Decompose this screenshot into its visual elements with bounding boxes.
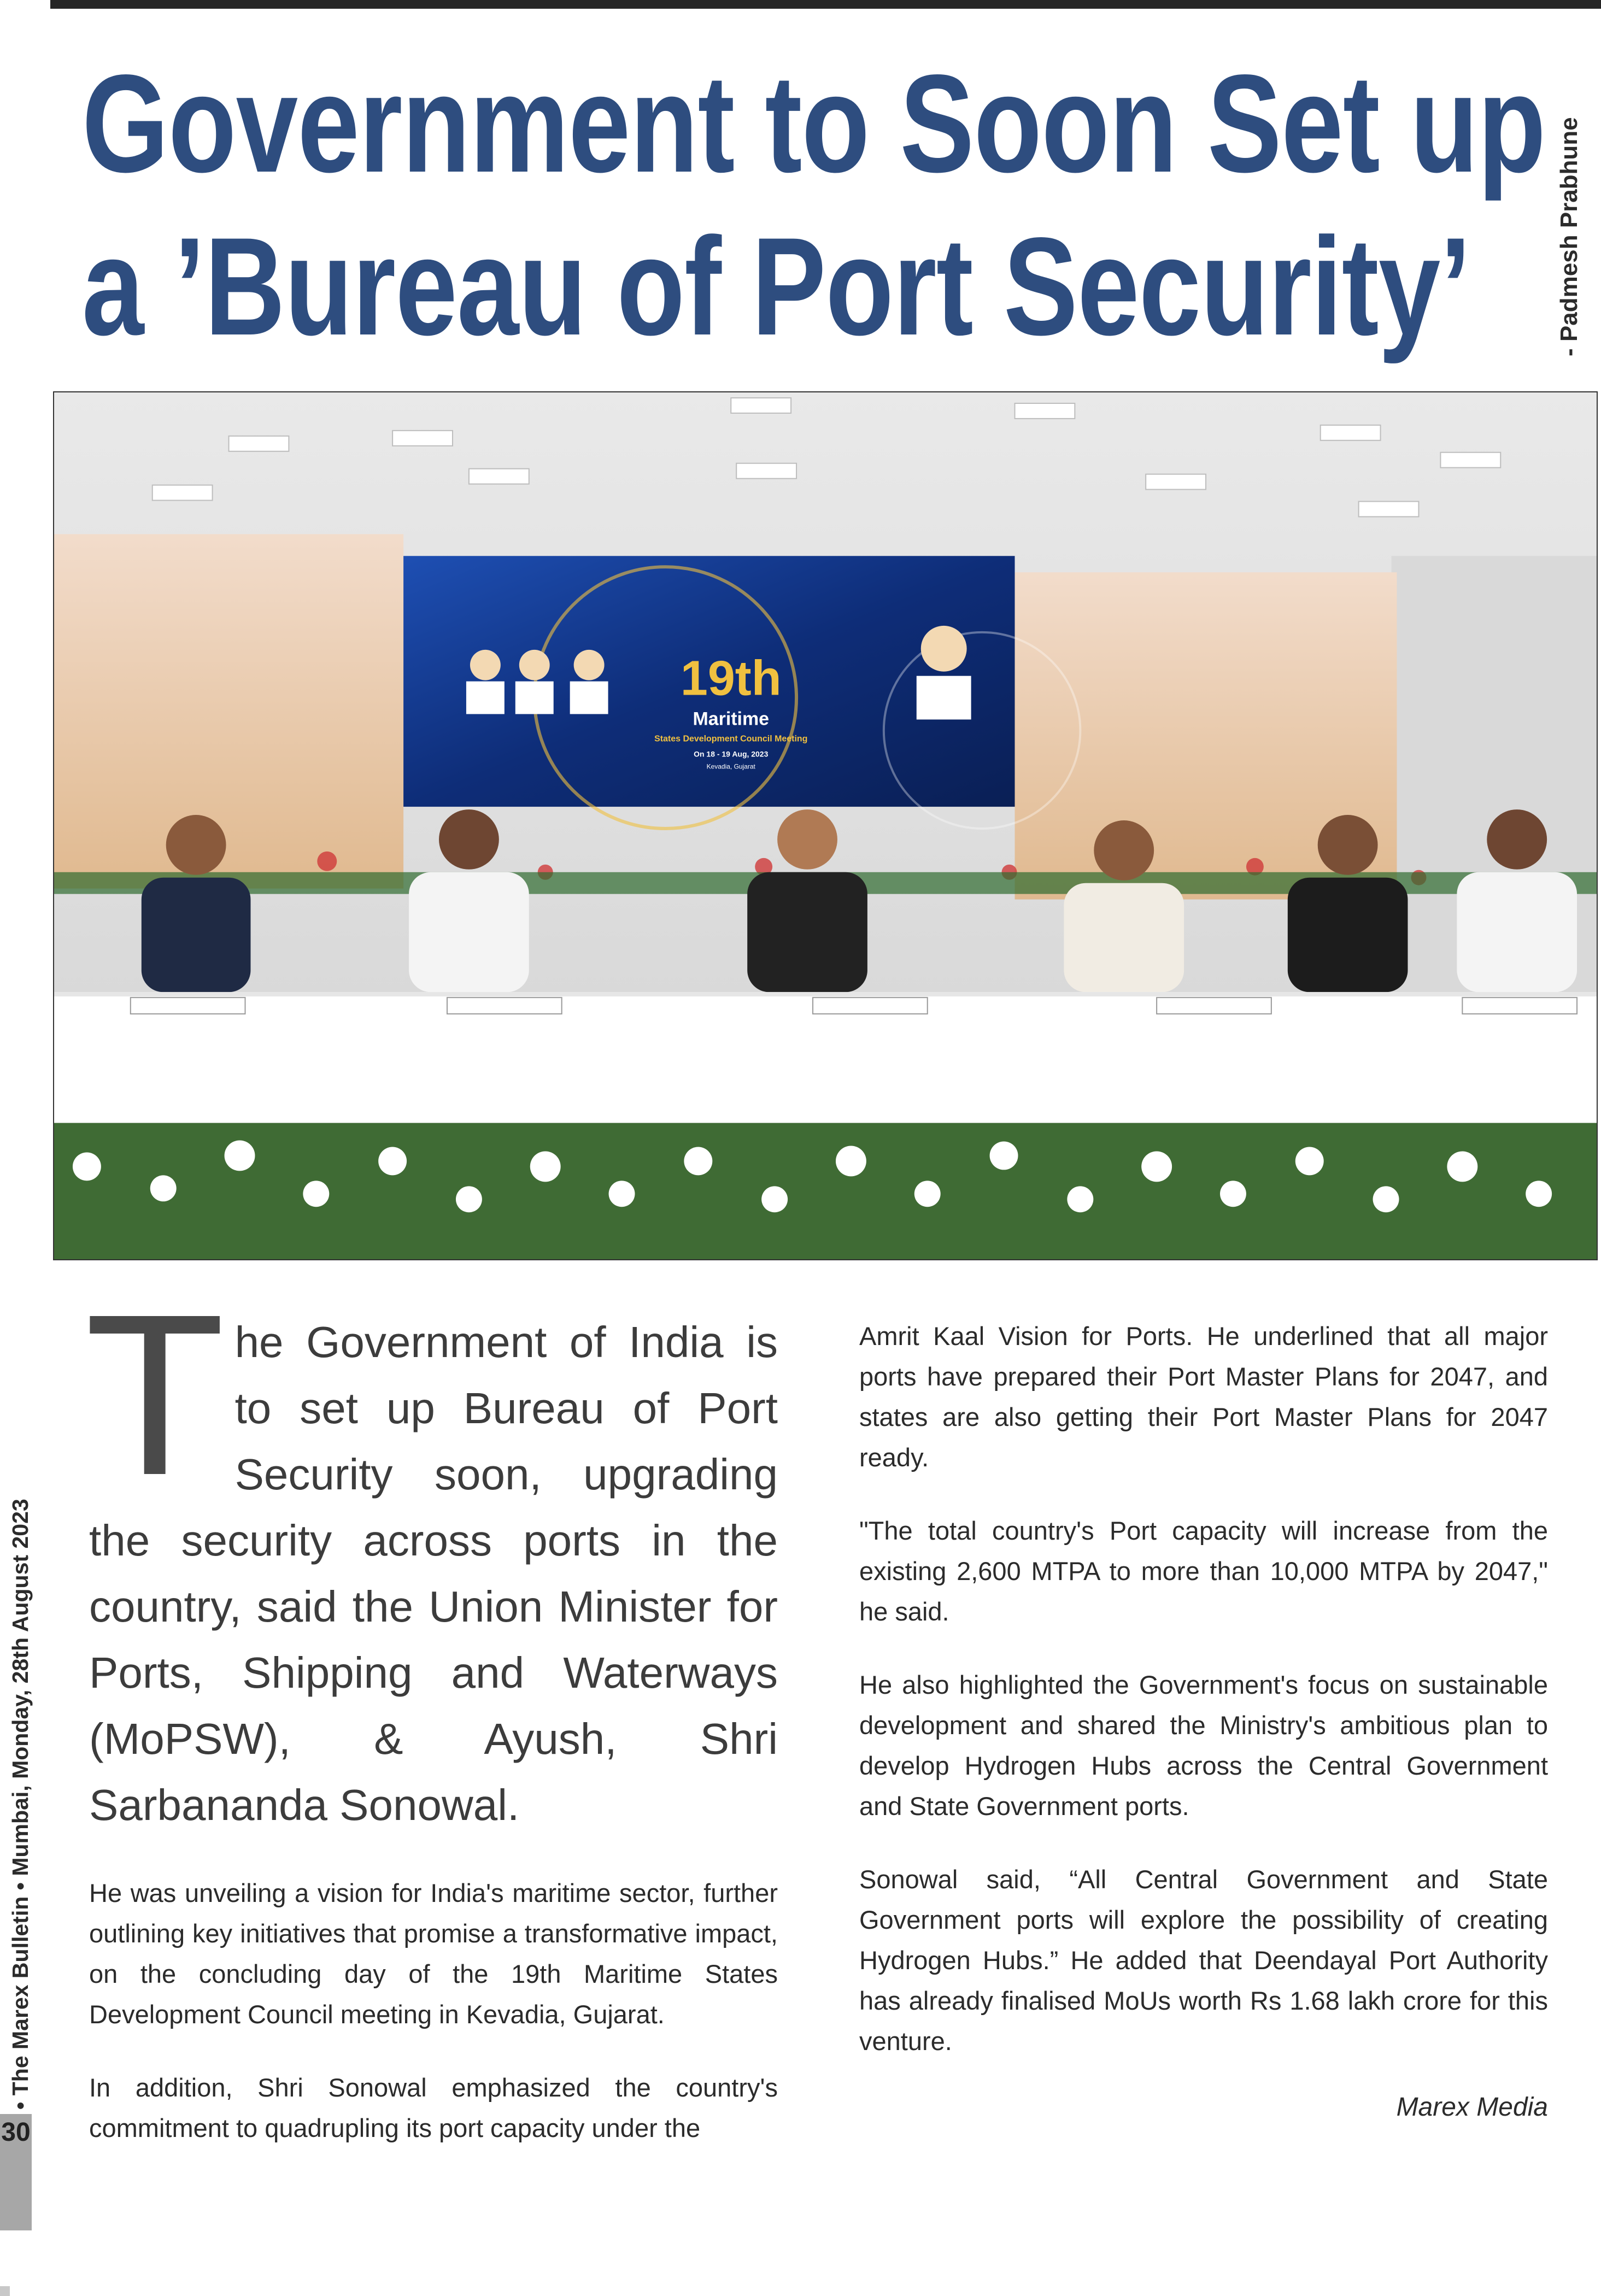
paragraph: In addition, Shri Sonowal emphasized the country's commitment to quadrupling its port capacity under the bbox=[89, 2073, 778, 2142]
screen-subtitle: Maritime bbox=[693, 708, 770, 730]
paragraph: Sonowal said, “All Central Government and State Government ports will explore the possibility of creating Hydrogen Hubs.” He added that Deendayal Port Authority has already finalised MoUs worth Rs 1.68 lakh crore for this venture. bbox=[859, 1865, 1548, 2056]
headline-line-1: Government to Soon Set up bbox=[82, 46, 1546, 202]
article-left-column bbox=[85, 1267, 778, 2181]
article-lead bbox=[85, 1267, 778, 1838]
screen-dates: On 18 - 19 Aug, 2023 bbox=[694, 749, 769, 759]
headline bbox=[82, 43, 1546, 368]
event-photo bbox=[53, 391, 1598, 1260]
article-credit: Marex Media bbox=[1396, 2093, 1548, 2122]
top-rule bbox=[50, 0, 1601, 9]
paragraph: He was unveiling a vision for India's maritime sector, further outlining key initiatives that promise a transformative impact, on the concluding day of the 19th Maritime States Development Council meeting in Kevadia, Gujarat. bbox=[89, 1878, 778, 2029]
screen-caption: States Development Council Meeting bbox=[654, 734, 808, 744]
headline-line-2: a ’Bureau of Port Security’ bbox=[82, 209, 1471, 365]
dropcap: T bbox=[85, 1267, 225, 1523]
running-footer: • The Marex Bulletin • Mumbai, Monday, 28th August 2023 bbox=[8, 1499, 33, 2110]
article-right-column bbox=[859, 1316, 1548, 2122]
screen-venue: Kevadia, Gujarat bbox=[706, 762, 755, 771]
paragraph: He also highlighted the Government's focus on sustainable development and shared the Ministry's ambitious plan to develop Hydrogen Hubs across the Central Government and State Government ports. bbox=[859, 1670, 1548, 1821]
corner-mark bbox=[0, 2286, 10, 2296]
byline: - Padmesh Prabhune bbox=[1556, 117, 1582, 356]
page-number: 30 bbox=[1, 2118, 31, 2147]
screen-title: 19th bbox=[680, 651, 782, 706]
lead-text: he Government of India is to set up Bureau of Port Security soon, upgrading the security across ports in the country, said the Union Minister for Ports, Shipping and Waterways (MoPSW), & Ayush, Shri Sarbananda Sonowal. bbox=[89, 1318, 778, 1829]
paragraph: Amrit Kaal Vision for Ports. He underlined that all major ports have prepared their Port Master Plans for 2047, and states are also getting their Port Master Plans for 2047 ready. bbox=[859, 1322, 1548, 1472]
paragraph: "The total country's Port capacity will increase from the existing 2,600 MTPA to more than 10,000 MTPA by 2047," he said. bbox=[859, 1516, 1548, 1626]
